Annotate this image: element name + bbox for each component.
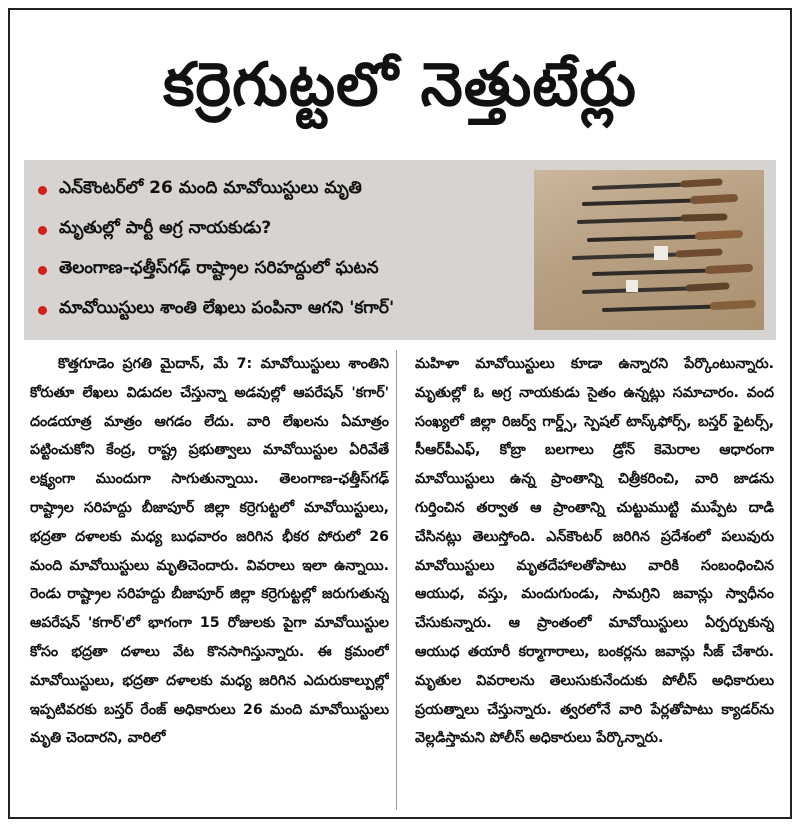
bullet-icon — [38, 306, 47, 315]
article-paragraph-right: మహిళా మావోయిస్టులు కూడా ఉన్నారని పేర్కొంటున్నారు. మృతుల్లో ఓ అగ్ర నాయకుడు సైతం ఉన్నట్లు సమాచారం. వంద సంఖ్యలో జిల్లా రిజర్వ్ గార్డ్స్, స్పెషల్ టాస్క్‌ఫోర్స్, బస్తర్ ఫైటర్స్, సీఆర్‌పీఎఫ్, కోబ్రా బలగాలు డ్రోన్ కెమెరాల ఆధారంగా మావోయిస్టులు ఉన్న ప్రాంతాన్ని చిత్రీకరించి, వారి జాడను గుర్తించిన తర్వాత ఆ ప్రాంతాన్ని చుట్టుముట్టి ముప్పేట దాడి చేసినట్లు తెలుస్తోంది. ఎన్‌కౌంటర్ జరిగిన ప్రదేశంలో పలువురు మావోయిస్టులు మృతదేహాలతోపాటు వారికి సంబంధించిన ఆయుధ, వస్తు, మందుగుండు, సామగ్రిని జవాన్లు స్వాధీనం చేసుకున్నారు. ఆ ప్రాంతంలో మావోయిస్టులు ఏర్పర్చుకున్న ఆయుధ తయారీ కర్మాగారాలు, బంకర్లను జవాన్లు సీజ్ చేశారు. మృతుల వివరాలను తెలుసుకునేందుకు పోలీస్ అధికారులు ప్రయత్నాలు చేస్తున్నారు. త్వరలోనే వారి పేర్లతోపాటు క్యాడర్‌ను వెల్లడిస్తామని పోలీస్ అధికారులు పేర్కొన్నారు. — [415, 356, 774, 747]
highlight-list — [24, 160, 534, 340]
article-column-left — [30, 350, 389, 810]
column-divider — [396, 350, 397, 810]
headline-area — [10, 10, 790, 160]
highlight-text: తెలంగాణ-ఛత్తీస్‌గఢ్ రాష్ట్రాల సరిహద్దులో ఘటన — [59, 258, 379, 278]
article-column-right — [415, 350, 774, 810]
article-paragraph-left: కొత్తగూడెం ప్రగతి మైదాన్, మే 7: మావోయిస్టులు శాంతిని కోరుతూ లేఖలు విడుదల చేస్తున్నా అడవుల్లో ఆపరేషన్ 'కగార్' దండయాత్ర మాత్రం ఆగడం లేదు. వారి లేఖలను ఏమాత్రం పట్టించుకోని కేంద్ర, రాష్ట్ర ప్రభుత్వాలు మావోయిస్టుల ఏరివేతే లక్ష్యంగా ముందుగా సాగుతున్నాయి. తెలంగాణ-ఛత్తీస్‌గఢ్ రాష్ట్రాల సరిహద్దు బీజాపూర్ జిల్లా కర్రెగుట్టలో మావోయిస్టులు, భద్రతా దళాలకు మధ్య బుధవారం జరిగిన భీకర పోరులో 26 మంది మావోయిస్టులు మృతిచెందారు. వివరాలు ఇలా ఉన్నాయి. రెండు రాష్ట్రాల సరిహద్దు బీజాపూర్ జిల్లా కర్రెగుట్టల్లో జరుగుతున్న ఆపరేషన్ 'కగార్'లో భాగంగా 15 రోజులకు పైగా మావోయిస్టుల కోసం భద్రతా దళాలు వేట కొనసాగిస్తున్నారు. ఈ క్రమంలో మావోయిస్టులు, భద్రతా దళాలకు మధ్య జరిగిన ఎదురుకాల్పుల్లో ఇప్పటివరకు బస్తర్ రేంజ్ అధికారులు 26 మంది మావోయిస్టులు మృతి చెందారని, వారిలో — [30, 356, 389, 747]
bullet-icon — [38, 226, 47, 235]
highlight-item — [38, 210, 534, 250]
highlight-text: మావోయిస్టులు శాంతి లేఖలు పంపినా ఆగని 'కగార్' — [59, 298, 395, 318]
seized-weapons-photo — [534, 170, 764, 330]
highlight-text: మృతుల్లో పార్టీ అగ్ర నాయకుడు? — [59, 218, 272, 238]
highlight-item — [38, 170, 534, 210]
highlights-box — [24, 160, 776, 340]
headline: కర్రెగుట్టలో నెత్తుటేర్లు — [163, 49, 637, 120]
bullet-icon — [38, 266, 47, 275]
article-body — [30, 350, 774, 810]
weapons-illustration — [534, 170, 764, 330]
highlight-item — [38, 250, 534, 290]
bullet-icon — [38, 186, 47, 195]
news-clipping — [8, 8, 792, 819]
highlight-text: ఎన్‌కౌంటర్‌లో 26 మంది మావోయిస్టులు మృతి — [59, 178, 362, 198]
highlight-item — [38, 290, 534, 330]
